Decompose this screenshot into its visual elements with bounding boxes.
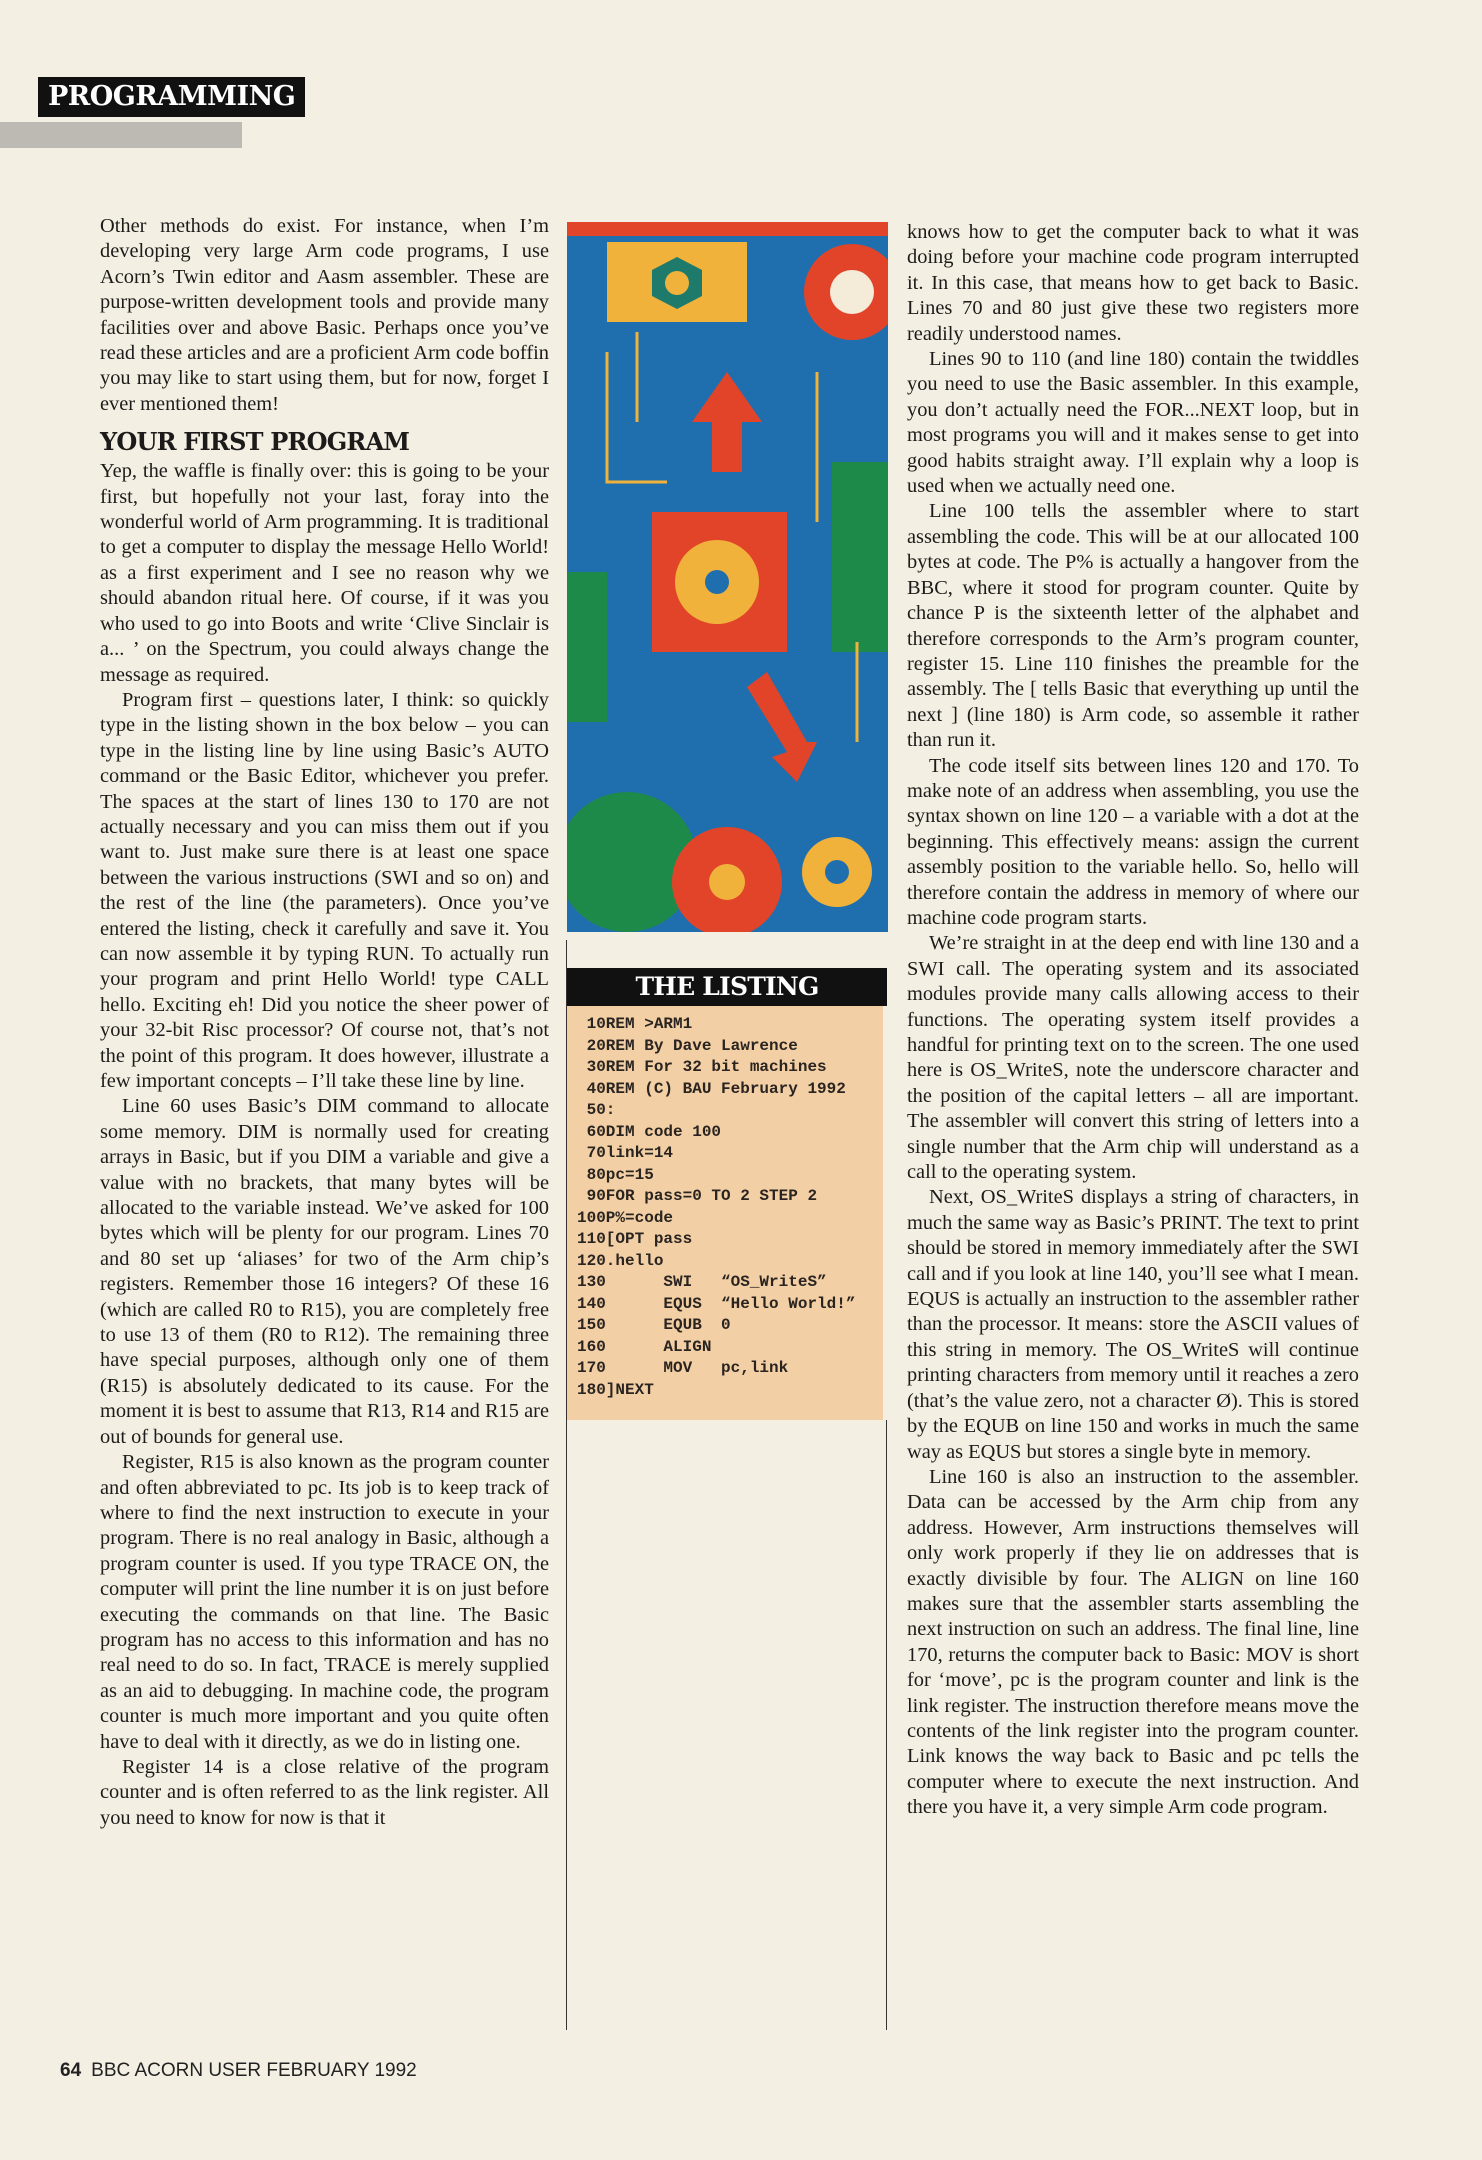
section-tag: PROGRAMMING [38,77,305,117]
paragraph: Lines 90 to 110 (and line 180) contain the twiddles you need to use the Basic assembler. In this example, you don’t actually need the FOR...NEXT loop, but in most programs you will and it makes sense to get into good habits straight away. I’ll explain why a loop is used when we actually need one. [907,348,1359,498]
listing-line: 120.hello [577,1251,664,1270]
column-divider [886,1420,887,2030]
listing-line: 130 SWI “OS_WriteS” [577,1273,827,1291]
right-column [907,220,1359,1821]
section-heading: YOUR FIRST PROGRAM [100,427,410,457]
listing-line: 150 EQUB 0 [577,1316,731,1334]
listing-line: 20REM By Dave Lawrence [577,1036,798,1055]
left-column [100,214,549,1831]
listing-line: 80pc=15 [577,1165,654,1184]
paragraph: Yep, the waffle is finally over: this is going to be your first, but hopefully not your last, foray into the wonderful world of Arm programming. It is traditional to get a computer to display the message Hello World! as a first experiment and I see no reason why we should abandon ritual here. Of course, if it was you who used to go into Boots and write ‘Clive Sinclair is a... ’ on the Spectrum, you could always change the message as required. [100,460,549,686]
intro-paragraph: Other methods do exist. For instance, when I’m developing very large Arm code programs, I use Acorn’s Twin editor and Aasm assembler. These are purpose-written development tools and provide many facilities over and above Basic. Perhaps once you’ve read these articles and are a proficient Arm code boffin you may like to start using them, but for now, forget I ever mentioned them! [100,215,549,415]
paragraph: Line 60 uses Basic’s DIM command to allocate some memory. DIM is normally used for creating arrays in Basic, but if you DIM a variable and give a value with no brackets, that many bytes will be allocated to the variable instead. We’ve asked for 100 bytes which will be plenty for our program. Lines 70 and 80 set up ‘aliases’ for two of the Arm chip’s registers. Remember those 16 integers? Of these 16 (which are called R0 to R15), you are completely free to use 13 of them (R0 to R12). The remaining three have special purposes, although only one of them (R15) is absolutely dedicated to its cause. For the moment it is best to assume that R13, R14 and R15 are out of bounds for general use. [100,1095,549,1448]
paragraph: Register 14 is a close relative of the program counter and is often referred to as the link register. All you need to know for now is that it [100,1755,549,1829]
paragraph: knows how to get the computer back to what it was doing before your machine code program interrupted it. In this case, that means how to get back to Basic. Lines 70 and 80 just give these two registers more readily understood names. [907,221,1359,345]
illustration-gears-arrows [567,222,888,932]
listing-line: 50: [577,1101,616,1119]
paragraph: Program first – questions later, I think: so quickly type in the listing shown in the box below – you can type in the listing line by line using Basic’s AUTO command or the Basic Editor, whichever you prefer. The spaces at the start of lines 130 to 170 are not actually necessary and you can miss them out if you want to. Just make sure there is at least one space between the various instructions (SWI and so on) and the rest of the line (the parameters). Once you’ve entered the listing, check it carefully and save it. You can now assemble it by typing RUN. To actually run your program and print Hello World! type CALL hello. Exciting eh! Did you notice the sheer power of your 32-bit Risc processor? Of course not, that’s not the point of this program. It does however, illustrate a few important concepts – I’ll take these line by line. [100,688,549,1092]
listing-line: 70link=14 [577,1144,674,1162]
paragraph: Next, OS_WriteS displays a string of characters, in much the same way as Basic’s PRINT. The text to print should be stored in memory immediately after the SWI call and if you look at line 140, you’ll see what I mean. EQUS is actually an instruction to the assembler rather than the processor. It means: store the ASCII values of this string in memory. The OS_WriteS will continue printing characters from memory until it reaches a zero (that’s the value zero, not a character Ø). This is stored by the EQUB on line 150 and works in much the same way as EQUS but stores a single byte in memory. [907,1186,1359,1463]
listing-line: 90FOR pass=0 TO 2 STEP 2 [577,1187,818,1205]
listing-title: THE LISTING [567,968,887,1006]
publication-line: BBC ACORN USER FEBRUARY 1992 [91,2060,417,2081]
listing-line: 140 EQUS “Hello World!” [577,1294,856,1313]
page-number: 64 [60,2060,82,2081]
paragraph: Line 100 tells the assembler where to start assembling the code. This will be at our allocated 100 bytes at code. The P% is actually a hangover from the BBC, where it stood for program counter. Quite by chance P is the sixteenth letter of the alphabet and therefore corresponds to the Arm’s program counter, register 15. Line 110 finishes the preamble for the assembly. The [ tells Basic that everything up until the next ] (line 180) is Arm code, so assemble it rather than run it. [907,500,1359,752]
paragraph: We’re straight in at the deep end with line 130 and a SWI call. The operating system and its associated modules provide many calls allowing access to their functions. The operating system itself provides a handful for printing text on to the screen. The one used here is OS_WriteS, note the underscore character and the position of the capital letters – all are important. The assembler will convert this string of letters into a single number that the Arm chip will understand as a call to the operating system. [907,932,1359,1184]
paragraph: Line 160 is also an instruction to the assembler. Data can be accessed by the Arm chip from any address. However, Arm instructions themselves will only work properly if they lie on addresses that is exactly divisible by four. The ALIGN on line 160 makes sure that the assembler starts assembling the next instruction on such an address. The final line, line 170, returns the computer back to Basic: MOV is short for ‘move’, pc is the program counter and link is the link register. The instruction therefore means move the contents of the link register into the program counter. Link knows the way back to Basic and pc tells the computer where to execute the next instruction. And there you have it, a very simple Arm code program. [907,1465,1359,1819]
listing-line: 170 MOV pc,link [577,1359,789,1377]
listing-line: 30REM For 32 bit machines [577,1058,827,1076]
page-footer [60,2060,417,2082]
listing-line: 10REM >ARM1 [577,1015,693,1033]
listing-line: 180]NEXT [577,1380,654,1399]
listing-line: 110[OPT pass [577,1230,693,1248]
listing-line: 60DIM code 100 [577,1122,722,1141]
listing-line: 160 ALIGN [577,1337,712,1356]
paragraph: Register, R15 is also known as the program counter and often abbreviated to pc. Its job is to keep track of where to find the next instruction to execute in your program. There is no real analogy in Basic, although a program counter is used. If you type TRACE ON, the computer will print the line number it is on just before executing the commands on that line. The Basic program has no access to this information and has no real need to do so. In fact, TRACE is merely supplied as an aid to debugging. In machine code, the program counter is much more important and you quite often have to deal with it directly, as we do in listing one. [100,1451,549,1753]
listing-line: 100P%=code [577,1208,674,1227]
header-strip [0,122,242,148]
code-listing [567,1006,883,1420]
listing-line: 40REM (C) BAU February 1992 [577,1079,846,1098]
paragraph: The code itself sits between lines 120 and 170. To make note of an address when assembling, you use the syntax shown on line 120 – a variable with a dot at the beginning. This effectively means: assign the current assembly position to the variable hello. So, hello will therefore contain the address in memory of where our machine code program starts. [907,754,1359,929]
